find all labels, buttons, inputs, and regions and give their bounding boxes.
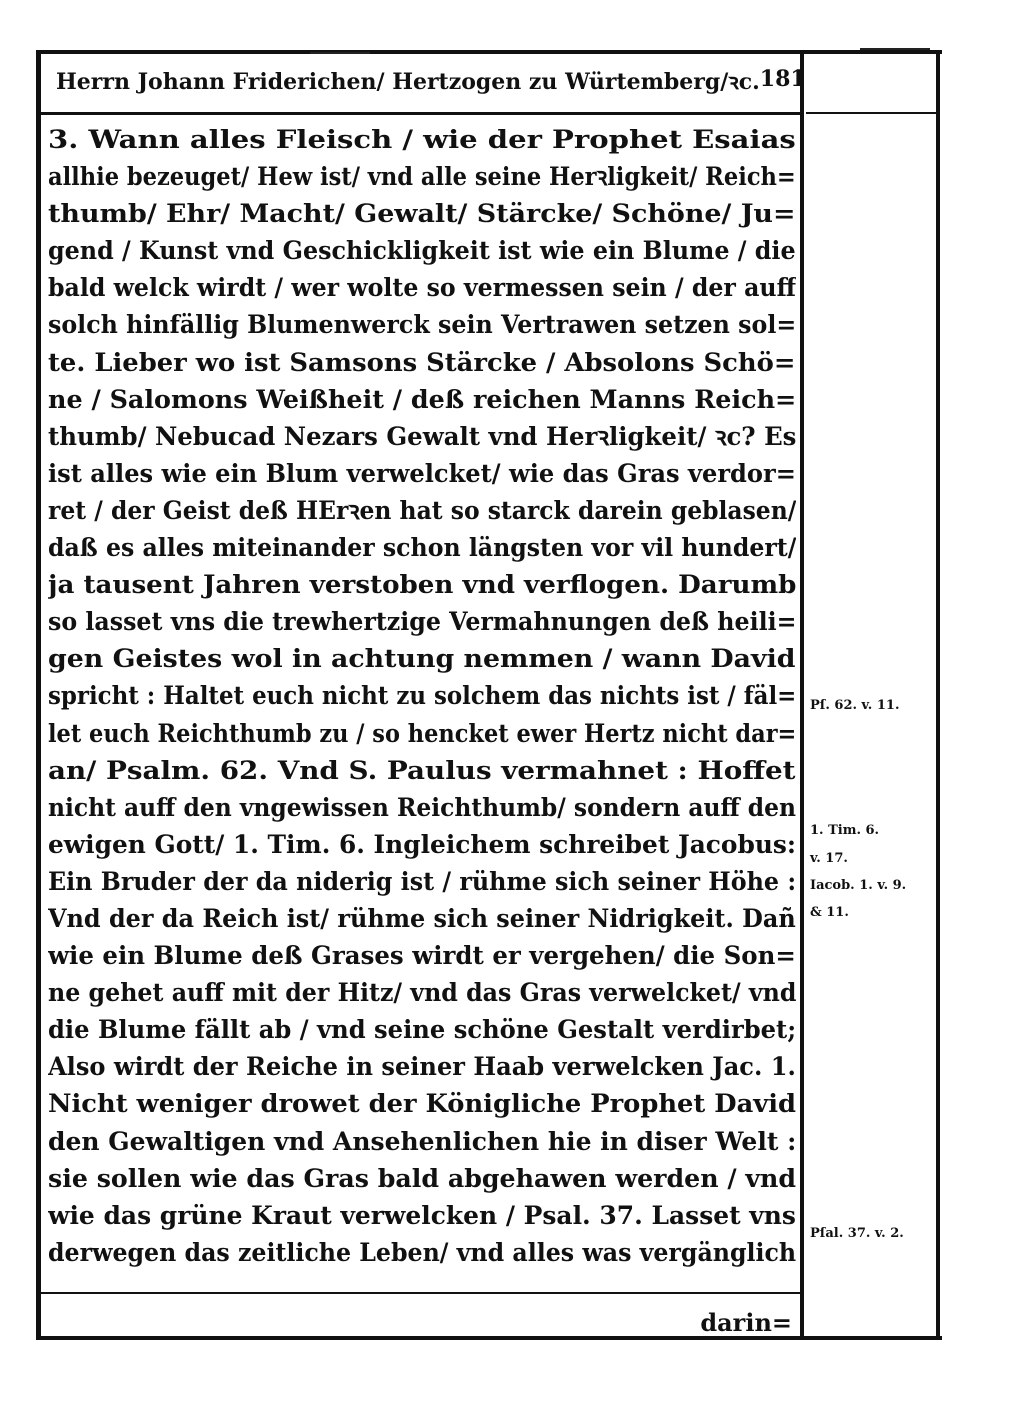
margin-note-jacob-1: Iacob. 1. v. 9. [810, 878, 907, 893]
body-line [48, 901, 796, 938]
body-line-text: gen Geistes wol in achtung nemmen / wann David [48, 644, 796, 675]
body-line-text: thumb/ Nebucad Nezars Gewalt vnd Herꝛligkeit/ ꝛc? Es [48, 421, 796, 452]
body-line-text: 3. Wann alles Fleisch / wie der Prophet Esaias [48, 125, 796, 155]
catchword: darin= [700, 1308, 792, 1337]
body-line [48, 233, 796, 270]
body-line [48, 790, 796, 827]
body-line-text: ewigen Gott/ 1. Tim. 6. Ingleichem schreibet Jacobus: [48, 829, 796, 860]
body-line [48, 456, 796, 493]
body-line [48, 1235, 796, 1272]
body-line-text: allhie bezeuget/ Hew ist/ vnd alle seine Herꝛligkeit/ Reich= [48, 162, 796, 193]
page-number: 181 [759, 66, 806, 92]
body-line-text: wie das grüne Kraut verwelcken / Psal. 37. Lasset vns [48, 1200, 796, 1231]
body-line [48, 604, 796, 641]
body-line [48, 1049, 796, 1086]
print-speck [310, 52, 370, 54]
body-line-text: gend / Kunst vnd Geschickligkeit ist wie ein Blume / die [48, 236, 796, 267]
body-line [48, 678, 796, 715]
body-line [48, 530, 796, 567]
body-line-text: let euch Reichthumb zu / so hencket ewer Hertz nicht dar= [48, 718, 796, 749]
margin-header-rule [806, 112, 936, 114]
body-line-text: bald welck wirdt / wer wolte so vermessen sein / der auff [48, 273, 796, 304]
margin-note-psalm-62: Pſ. 62. v. 11. [810, 698, 900, 713]
body-line-text: spricht : Haltet euch nicht zu solchem das nichts ist / fäl= [48, 681, 796, 712]
body-line-text: te. Lieber wo ist Samsons Stärcke / Absolons Schö= [48, 347, 796, 378]
body-line-text: wie ein Blume deß Grases wirdt er vergehen/ die Son= [48, 941, 796, 972]
body-line [48, 196, 796, 233]
header-rule [38, 112, 804, 115]
body-text [48, 122, 796, 1272]
body-line-text: ist alles wie ein Blum verwelcket/ wie das Gras verdor= [48, 458, 796, 489]
body-line [48, 382, 796, 419]
body-line [48, 1198, 796, 1235]
body-line [48, 307, 796, 344]
frame-top-rule [36, 50, 942, 54]
body-line [48, 975, 796, 1012]
body-line-text: ja tausent Jahren verstoben vnd verflogen. Darumb [48, 570, 796, 601]
body-line [48, 345, 796, 382]
margin-note-tim-6: 1. Tim. 6. [810, 823, 880, 838]
body-line-text: thumb/ Ehr/ Macht/ Gewalt/ Stärcke/ Schöne/ Ju= [48, 199, 796, 230]
body-line-text: nicht auff den vngewissen Reichthumb/ sondern auff den [48, 792, 796, 823]
body-line [48, 716, 796, 753]
body-line-text: Ein Bruder der da niderig ist / rühme sich seiner Höhe : [48, 866, 796, 897]
body-line [48, 270, 796, 307]
text-column-rule [800, 52, 804, 1338]
body-line-text: Also wirdt der Reiche in seiner Haab verwelcken Jac. 1. [48, 1052, 796, 1083]
print-speck [860, 48, 930, 50]
body-line-text: den Gewaltigen vnd Ansehenlichen hie in diser Welt : [48, 1126, 796, 1157]
body-line [48, 864, 796, 901]
body-line [48, 159, 796, 196]
margin-note-v-17: v. 17. [810, 851, 848, 866]
body-line [48, 122, 796, 159]
footer-rule [38, 1292, 804, 1294]
body-line-text: an/ Psalm. 62. Vnd S. Paulus vermahnet : Hoffet [48, 755, 796, 786]
body-line-text: solch hinfällig Blumenwerck sein Vertrawen setzen sol= [48, 310, 796, 341]
body-line-text: ne gehet auff mit der Hitz/ vnd das Gras verwelcket/ vnd [48, 978, 796, 1009]
body-line-text: so lasset vns die trewhertzige Vermahnungen deß heili= [48, 607, 796, 638]
body-line-text: ne / Salomons Weißheit / deß reichen Manns Reich= [48, 384, 796, 415]
running-title: Herrn Johann Friderichen/ Hertzogen zu Würtemberg/ꝛc. [56, 69, 760, 95]
body-line-text: daß es alles miteinander schon längsten vor vil hundert/ [48, 533, 796, 564]
body-line-text: Nicht weniger drowet der Königliche Prophet David [48, 1089, 796, 1120]
margin-note-psal-37: Pſal. 37. v. 2. [810, 1226, 904, 1241]
body-line [48, 567, 796, 604]
body-line-text: derwegen das zeitliche Leben/ vnd alles was vergänglich [48, 1237, 796, 1268]
body-line [48, 1086, 796, 1123]
body-line [48, 938, 796, 975]
body-line [48, 1161, 796, 1198]
margin-note-and-11: & 11. [810, 905, 849, 920]
body-line [48, 753, 796, 790]
frame-left-rule [36, 50, 41, 1340]
body-line [48, 827, 796, 864]
body-line-text: Vnd der da Reich ist/ rühme sich seiner Nidrigkeit. Dañ [48, 903, 796, 934]
frame-bottom-rule [36, 1336, 942, 1340]
body-line [48, 1012, 796, 1049]
frame-right-rule [936, 50, 940, 1340]
body-line [48, 493, 796, 530]
body-line [48, 641, 796, 678]
running-head [56, 66, 806, 96]
body-line [48, 1124, 796, 1161]
body-line-text: die Blume fällt ab / vnd seine schöne Gestalt verdirbet; [48, 1015, 796, 1046]
body-line-text: ret / der Geist deß HErꝛen hat so starck darein geblasen/ [48, 495, 796, 526]
body-line-text: sie sollen wie das Gras bald abgehawen werden / vnd [48, 1163, 796, 1194]
body-line [48, 419, 796, 456]
